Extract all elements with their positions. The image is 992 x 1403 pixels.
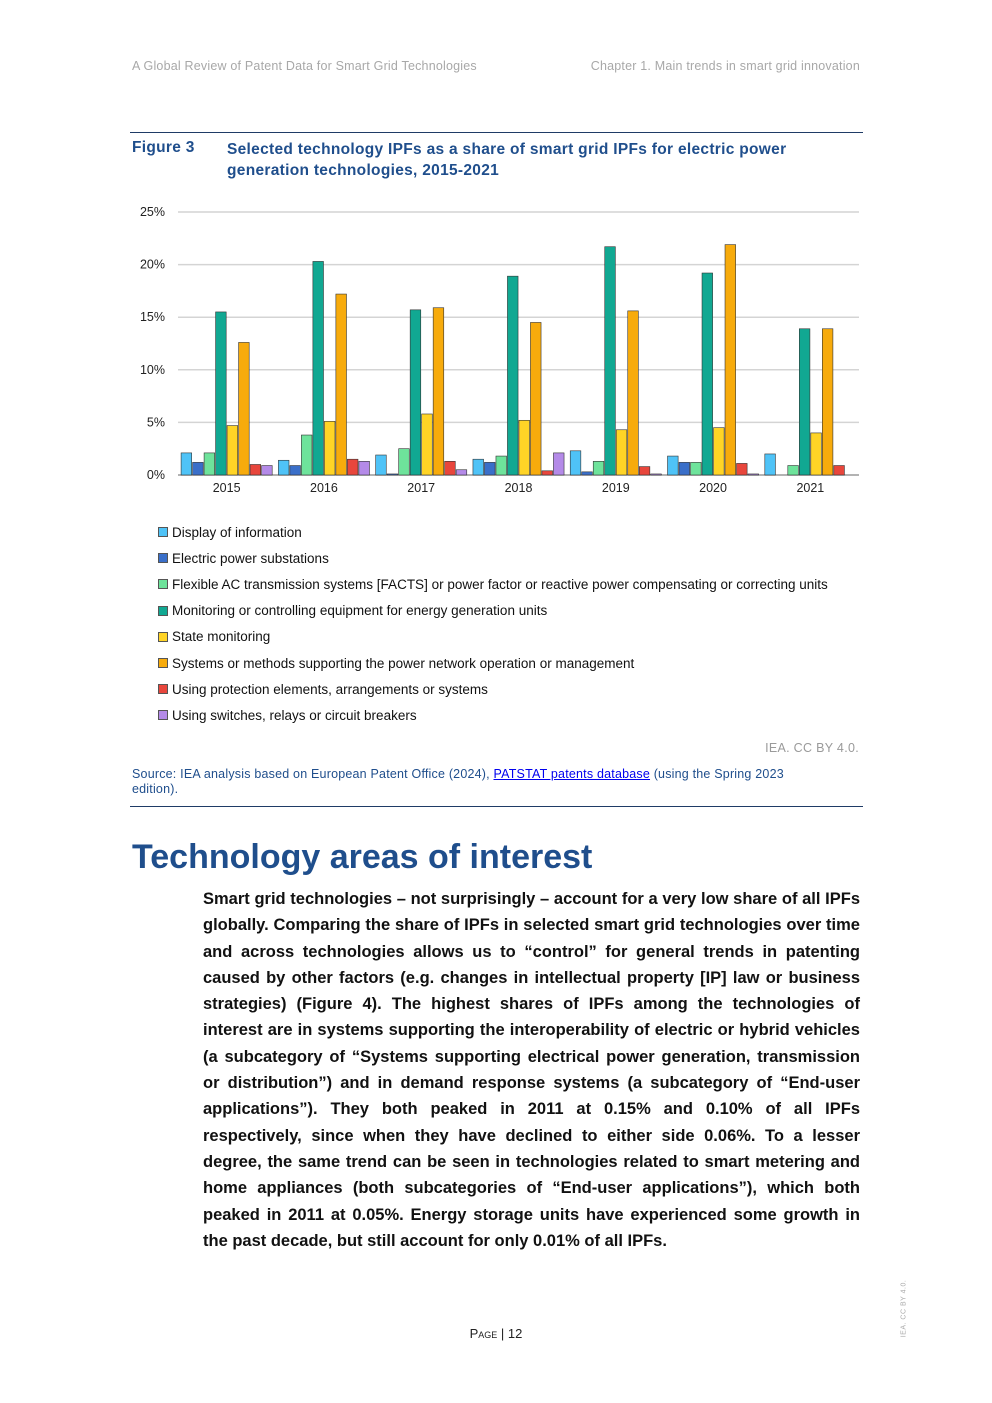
y-tick-label: 25% <box>139 205 165 219</box>
legend-label: Monitoring or controlling equipment for energy generation units <box>172 603 548 619</box>
y-tick-label: 0% <box>146 468 165 482</box>
bar-chart <box>130 200 865 505</box>
bar <box>445 461 456 475</box>
running-header-chapter: Chapter 1. Main trends in smart grid innovation <box>590 59 860 73</box>
chart-legend <box>158 519 828 729</box>
bar <box>651 474 662 475</box>
legend-label: Using switches, relays or circuit breakers <box>172 707 417 723</box>
bar <box>679 462 690 475</box>
bar <box>324 421 335 475</box>
bar <box>737 463 748 475</box>
source-suffix: (using the Spring 2023 edition). <box>132 767 784 796</box>
legend-swatch <box>158 527 168 537</box>
legend-entry <box>158 598 828 624</box>
running-header-title: A Global Review of Patent Data for Smart Grid Technologies <box>132 59 477 73</box>
bar <box>822 329 833 475</box>
y-tick-label: 5% <box>146 415 165 430</box>
page-number <box>0 1326 992 1341</box>
x-tick-label: 2020 <box>699 481 727 495</box>
legend-entry <box>158 545 828 571</box>
patstat-link[interactable]: PATSTAT patents database <box>493 767 651 781</box>
bar <box>668 456 679 475</box>
legend-label: Display of information <box>172 524 302 540</box>
bar <box>530 322 541 475</box>
bar <box>519 420 530 475</box>
bar <box>691 462 702 475</box>
legend-label: Systems or methods supporting the power network operation or management <box>172 655 635 671</box>
x-tick-label: 2019 <box>601 481 630 495</box>
bar <box>290 466 301 475</box>
source-prefix: Source: IEA analysis based on European Patent Office (2024), <box>132 767 494 781</box>
bar <box>336 294 347 475</box>
figure-source <box>132 767 832 797</box>
bar <box>799 329 810 475</box>
legend-label: Using protection elements, arrangements or systems <box>172 681 488 697</box>
bar <box>359 461 370 475</box>
legend-swatch <box>158 684 168 694</box>
legend-swatch <box>158 606 168 616</box>
bar <box>788 466 799 475</box>
bar <box>422 414 433 475</box>
bar <box>570 451 581 475</box>
bar <box>748 474 759 475</box>
legend-entry <box>158 702 828 728</box>
bar <box>278 460 289 475</box>
x-tick-label: 2021 <box>796 481 825 495</box>
bar <box>216 312 227 475</box>
page-word: Page <box>469 1326 498 1341</box>
bar <box>639 467 650 475</box>
bar <box>496 456 507 475</box>
bar <box>714 428 725 475</box>
bar <box>628 311 639 475</box>
bar <box>811 433 822 475</box>
bar <box>593 461 604 475</box>
figure-bottom-rule <box>130 806 863 807</box>
bar <box>616 430 627 475</box>
page-separator: | <box>497 1326 508 1341</box>
bar <box>725 245 736 475</box>
bar <box>484 462 495 475</box>
bar <box>433 308 444 475</box>
bar <box>239 342 250 475</box>
bar <box>313 261 324 475</box>
x-tick-label: 2016 <box>310 481 338 495</box>
legend-swatch <box>158 579 168 589</box>
legend-entry <box>158 519 828 545</box>
bar <box>410 310 421 475</box>
bar <box>834 466 845 475</box>
section-heading: Technology areas of interest <box>132 838 593 876</box>
bar <box>553 453 564 475</box>
bar <box>250 464 261 475</box>
legend-entry <box>158 571 828 597</box>
legend-swatch <box>158 553 168 563</box>
figure-label: Figure 3 <box>132 139 195 156</box>
bar <box>376 455 387 475</box>
y-tick-label: 10% <box>139 362 165 377</box>
figure-top-rule <box>130 132 863 133</box>
figure-title: Selected technology IPFs as a share of smart grid IPFs for electric power generation technologies, 2015-2021 <box>227 141 787 179</box>
bar <box>542 471 553 475</box>
bar <box>473 459 484 475</box>
y-tick-label: 20% <box>139 257 165 272</box>
bar <box>456 470 467 475</box>
bar <box>181 453 192 475</box>
legend-label: State monitoring <box>172 629 271 645</box>
y-tick-label: 15% <box>139 310 165 325</box>
legend-swatch <box>158 658 168 668</box>
x-tick-label: 2018 <box>504 481 533 495</box>
bar <box>702 273 713 475</box>
legend-swatch <box>158 710 168 720</box>
bar <box>387 474 398 475</box>
figure-credit: IEA. CC BY 4.0. <box>765 741 859 755</box>
bar <box>605 247 616 475</box>
legend-label: Electric power substations <box>172 550 329 566</box>
section-body-paragraph: Smart grid technologies – not surprisingly – account for a very low share of all IPFs globally. Comparing the share of IPFs in selected smart grid technologies over time and across technologies allows us to “control” for general trends in patenting caused by other factors (e.g. changes in intellectual property [IP] law or business strategies) (Figure 4). The highest shares of IPFs among the technologies of interest are in systems supporting the interoperability of electric or hybrid vehicles (a subcategory of “Systems supporting electrical power generation, transmission or distribution”) and in demand response systems (a subcategory of “End-user applications”). They both peaked in 2011 at 0.15% and 0.10% of all IPFs respectively, since when they have declined to either side 0.06%. To a lesser degree, the same trend can be seen in technologies related to smart metering and home appliances (both subcategories of “End-user applications”), which both peaked in 2011 at 0.05%. Energy storage units have experienced some growth in the past decade, but still account for only 0.01% of all IPFs. <box>203 890 860 1250</box>
x-tick-label: 2017 <box>407 481 436 495</box>
legend-swatch <box>158 632 168 642</box>
bar <box>399 449 410 475</box>
legend-label: Flexible AC transmission systems [FACTS] or power factor or reactive power compensating or correcting units <box>172 576 828 592</box>
bar <box>204 453 215 475</box>
bar <box>347 459 358 475</box>
legend-entry <box>158 650 828 676</box>
bar <box>507 276 518 475</box>
bar <box>582 472 593 475</box>
bar <box>193 462 204 475</box>
bar <box>227 426 238 475</box>
bar <box>301 435 312 475</box>
page-number-value: 12 <box>507 1326 523 1341</box>
legend-entry <box>158 676 828 702</box>
bar <box>765 454 776 475</box>
side-license-mark: IEA. CC BY 4.0. <box>900 1279 908 1338</box>
x-tick-label: 2015 <box>212 481 241 495</box>
bar <box>262 466 273 475</box>
legend-entry <box>158 624 828 650</box>
